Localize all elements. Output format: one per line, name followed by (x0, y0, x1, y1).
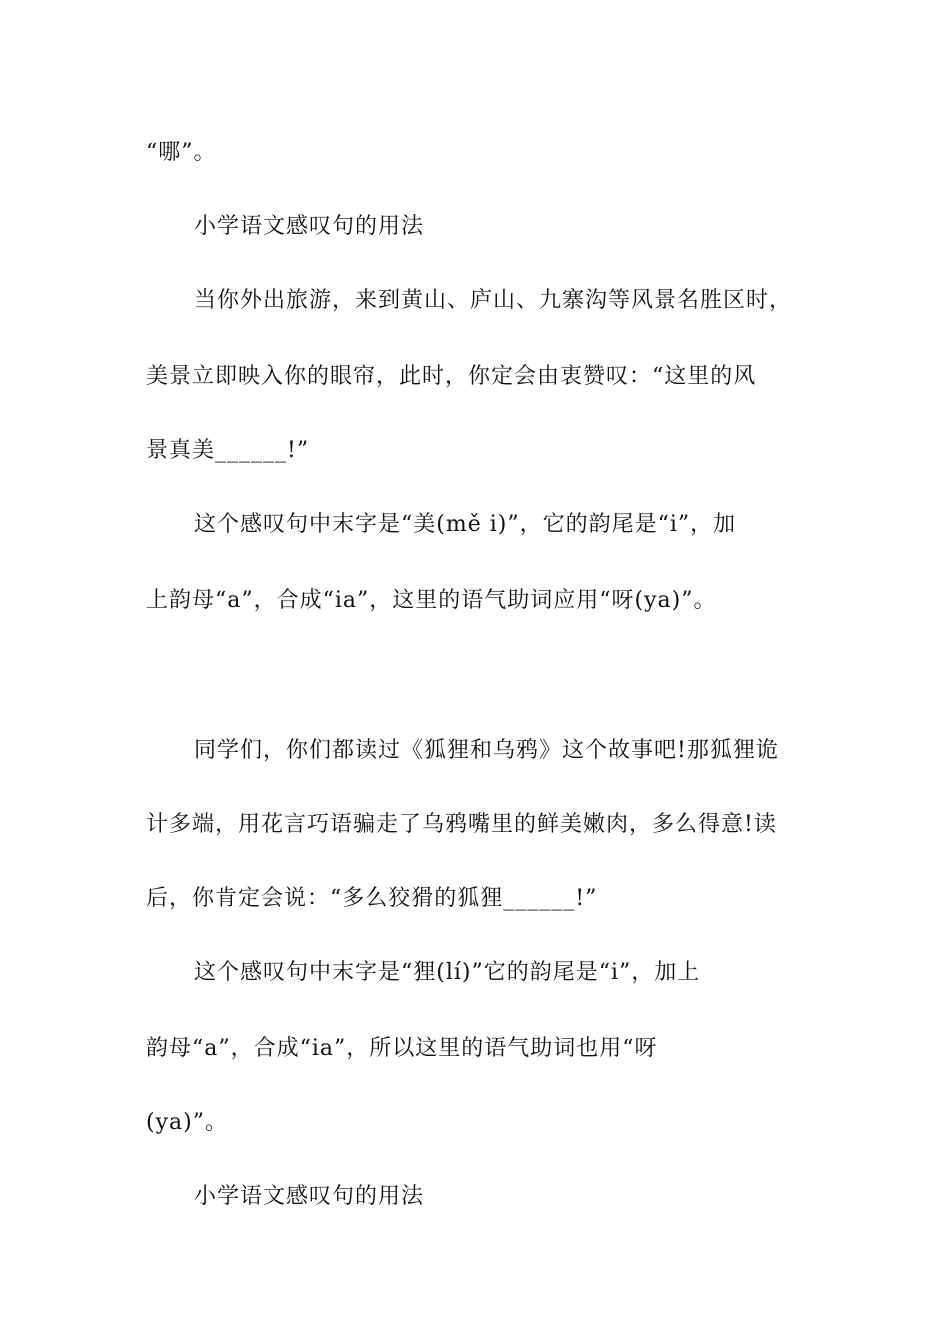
section-heading-1: 小学语文感叹句的用法 (194, 214, 425, 239)
text-line-7: 上韵母“a”，合成“ia”，这里的语气助词应用“呀(ya)”。 (146, 588, 717, 613)
text-line-9: 计多端，用花言巧语骗走了乌鸦嘴里的鲜美嫩肉，多么得意!读 (146, 812, 777, 837)
text-line-4: 美景立即映入你的眼帘，此时，你定会由衷赞叹：“这里的风 (146, 364, 757, 389)
text-line-8: 同学们，你们都读过《狐狸和乌鸦》这个故事吧!那狐狸诡 (194, 738, 779, 763)
text-line-13: (ya)”。 (146, 1110, 228, 1135)
text-line-10: 后，你肯定会说：“多么狡猾的狐狸______!” (146, 886, 598, 911)
text-line-3: 当你外出旅游，来到黄山、庐山、九寨沟等风景名胜区时， (194, 288, 793, 313)
text-line-11: 这个感叹句中末字是“狸(lí)”它的韵尾是“i”，加上 (194, 960, 701, 985)
section-heading-2: 小学语文感叹句的用法 (194, 1184, 425, 1209)
text-line-6: 这个感叹句中末字是“美(mě i)”，它的韵尾是“i”，加 (194, 512, 737, 537)
text-line-5: 景真美______!” (146, 438, 310, 463)
text-line-1: “哪”。 (146, 140, 217, 165)
text-line-12: 韵母“a”，合成“ia”，所以这里的语气助词也用“呀 (146, 1036, 658, 1061)
